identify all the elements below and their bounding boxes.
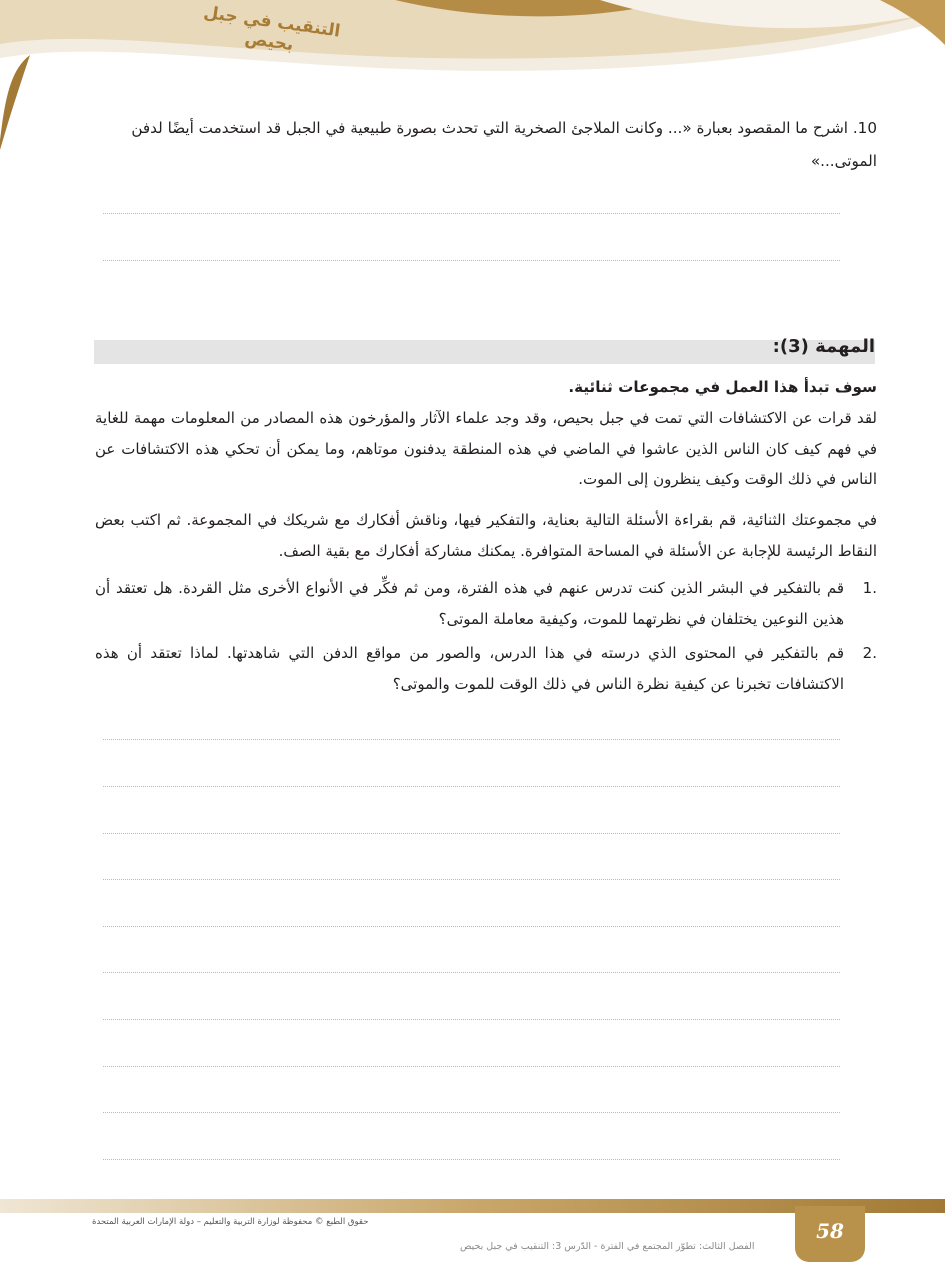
answer-line[interactable] bbox=[103, 786, 840, 787]
answer-line[interactable] bbox=[103, 213, 840, 214]
answer-line[interactable] bbox=[103, 1066, 840, 1067]
item-text: قم بالتفكير في البشر الذين كنت تدرس عنهم في هذه الفترة، ومن ثم فكِّر في الأنواع الأخرى مثل القردة. هل تعتقد أن هذين النوعين يختلفان في نظرتهما للموت، وكيفية معاملة الموتى؟ bbox=[95, 579, 844, 628]
answer-line[interactable] bbox=[103, 1112, 840, 1113]
question-number: 10. bbox=[852, 119, 877, 137]
answer-line[interactable] bbox=[103, 879, 840, 880]
answer-line[interactable] bbox=[103, 739, 840, 740]
question-10 bbox=[95, 112, 877, 178]
answer-line[interactable] bbox=[103, 926, 840, 927]
task-intro: سوف تبدأ هذا العمل في مجموعات ثنائية. bbox=[568, 378, 877, 396]
copyright-text: حقوق الطبع © محفوظة لوزارة التربية والتعليم – دولة الإمارات العربية المتحدة bbox=[92, 1217, 369, 1227]
question-text: اشرح ما المقصود بعبارة «... وكانت الملاجئ الصخرية التي تحدث بصورة طبيعية في الجبل قد استخدمت أيضًا لدفن الموتى...» bbox=[131, 119, 877, 170]
task-header-bar bbox=[94, 340, 875, 364]
task-item-2 bbox=[95, 638, 877, 699]
item-number: .2 bbox=[862, 644, 877, 662]
answer-line[interactable] bbox=[103, 972, 840, 973]
page-number: 58 bbox=[816, 1219, 844, 1243]
item-number: .1 bbox=[862, 579, 877, 597]
task-item-1 bbox=[95, 573, 877, 634]
answer-line[interactable] bbox=[103, 1159, 840, 1160]
answer-line[interactable] bbox=[103, 833, 840, 834]
task-paragraph-1: لقد قرات عن الاكتشافات التي تمت في جبل بحيص، وقد وجد علماء الآثار والمؤرخون هذه المصادر من المعلومات مهمة للغاية في فهم كيف كان الناس الذين عاشوا في الماضي في هذه المنطقة يدفنون موتاهم، وما يمكن أن تحكي هذه الاكتشافات عن الناس في ذلك الوقت وكيف ينظرون إلى الموت. bbox=[95, 409, 877, 488]
task-title: المهمة (3): bbox=[772, 336, 875, 357]
answer-line[interactable] bbox=[103, 1019, 840, 1020]
banner-dark-curve bbox=[0, 55, 30, 150]
lesson-title: التنقيب في جبل بحيص bbox=[202, 2, 342, 56]
task-paragraph-2: في مجموعتك الثنائية، قم بقراءة الأسئلة التالية بعناية، والتفكير فيها، وناقش أفكارك مع شريكك في المجموعة. ثم اكتب بعض النقاط الرئيسة للإجابة عن الأسئلة في المساحة المتوافرة. يمكنك مشاركة أفكارك مع بقية الصف. bbox=[95, 511, 877, 560]
footer-breadcrumb: الفصل الثالث: تطوّر المجتمع في الفترة - الدّرس 3: التنقيب في جبل بحيص bbox=[460, 1241, 755, 1252]
answer-line[interactable] bbox=[103, 260, 840, 261]
item-text: قم بالتفكير في المحتوى الذي درسته في هذا الدرس، والصور من مواقع الدفن التي شاهدتها. لماذا تعتقد أن هذه الاكتشافات تخبرنا عن كيفية نظرة الناس في ذلك الوقت للموت والموتى؟ bbox=[95, 644, 844, 693]
